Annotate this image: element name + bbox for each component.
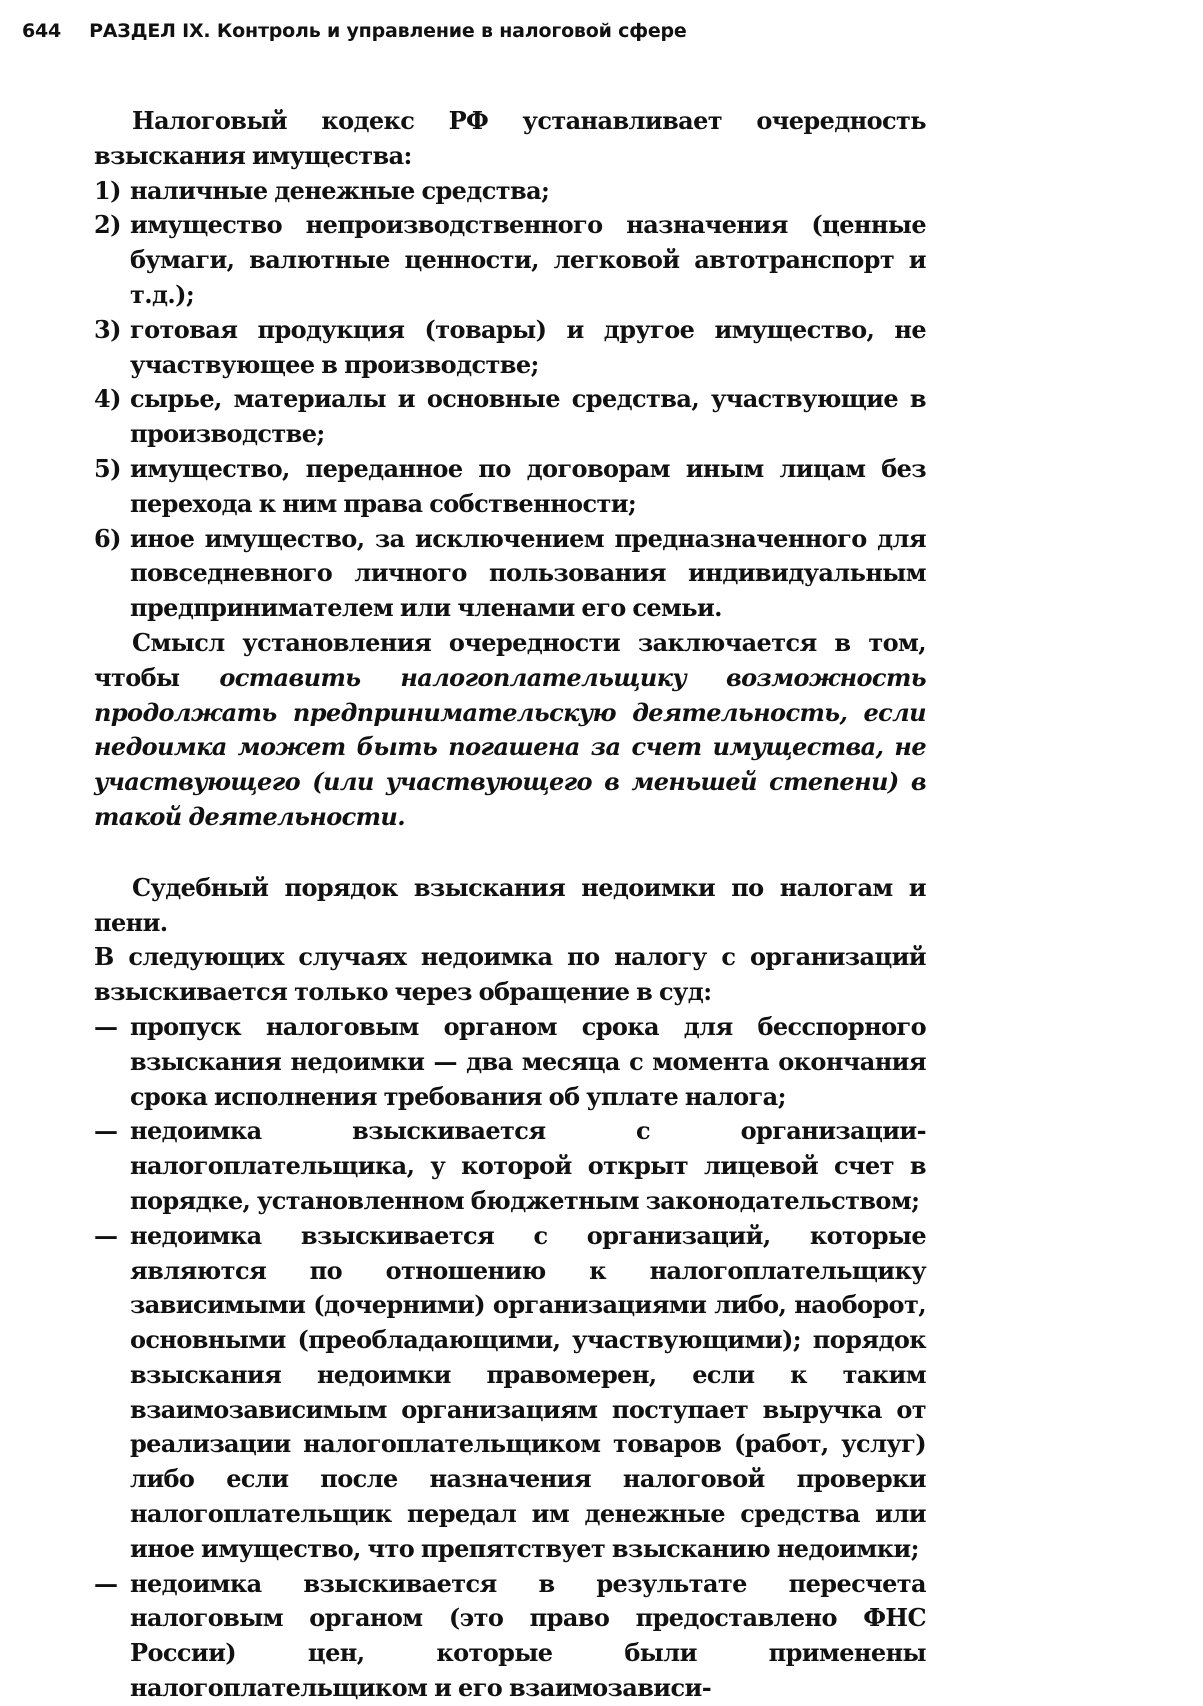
list-item [94,1219,926,1567]
purpose-emphasis: оставить налогоплательщику возможность продолжать предпринимательскую деятельность, если недоимка может быть погашена за счет имущества, не участвующего (или участвующего в меньшей степени) в такой деятельности. [94,662,926,831]
section-heading: Судебный порядок взыскания недоимки по налогам и пени. [94,872,926,937]
page-number: 644 [22,20,62,42]
list-item [94,1114,926,1218]
list-item [94,452,926,522]
list-marker: 6) [94,523,121,553]
list-marker: — [94,1220,118,1250]
list-item-text: сырье, материалы и основные средства, участвующие в производстве; [130,384,926,449]
list-item [94,1567,926,1706]
list-marker: — [94,1568,118,1598]
section-gap [94,835,926,871]
intro-paragraph: Налоговый кодекс РФ устанавливает очередность взыскания имущества: [94,106,926,170]
list-item-text: пропуск налоговым органом срока для бесспорного взыскания недоимки — два месяца с момента окончания срока исполнения требования об уплате налога; [130,1011,926,1111]
list-item-text: недоимка взыскивается с организации-налогоплательщика, у которой открыт лицевой счет в порядке, установленном бюджетным законодательством; [130,1116,926,1215]
list-item [94,174,926,209]
list-marker: 2) [94,210,121,240]
list-item [94,208,926,312]
list-item [94,1010,926,1114]
list-item-text: имущество непроизводственного назначения (ценные бумаги, валютные ценности, легковой автотранспорт и т.д.); [130,210,926,309]
list-item-text: имущество, переданное по договорам иным лицам без перехода к ним права собственности; [130,453,926,518]
list-item-text: недоимка взыскивается с организаций, которые являются по отношению к налогоплательщику зависимыми (дочерними) организациями либо, наоборот, основными (преобладающими, участвующими); порядок взыскания недоимки правомерен, если к таким взаимозависимым организациям поступает выручка от реализации налогоплательщиком товаров (работ, услуг) либо если после назначения налоговой проверки налогоплательщик передал им денежные средства или иное имущество, что препятствует взысканию недоимки; [130,1220,926,1563]
purpose-paragraph [94,626,926,835]
list-marker: — [94,1116,118,1146]
running-title: РАЗДЕЛ IX. Контроль и управление в налоговой сфере [89,20,687,42]
list-item [94,382,926,452]
collection-order-list [94,174,926,626]
list-item-text: готовая продукция (товары) и другое имущество, не участвующее в производстве; [130,314,926,379]
list-item-text: наличные денежные средства; [130,175,550,205]
list-item-text: недоимка взыскивается в результате пересчета налоговым органом (это право предоставлено ФНС России) цен, которые были применены налогоплательщиком и его взаимозависи- [130,1568,926,1703]
judicial-intro: В следующих случаях недоимка по налогу с организаций взыскивается только через обращение в суд: [94,942,926,1007]
list-item [94,522,926,626]
list-marker: 5) [94,453,121,483]
purpose-lead: Смысл установления очередности заключается в том, чтобы [94,627,926,692]
running-head [22,20,687,42]
list-marker: 3) [94,314,121,344]
list-marker: 4) [94,384,121,414]
list-marker: — [94,1011,118,1041]
page-body [94,104,926,1706]
list-item-text: иное имущество, за исключением предназначенного для повседневного личного пользования индивидуальным предпринимателем или членами его семьи. [130,523,926,623]
judicial-cases-list [94,1010,926,1706]
list-item [94,313,926,383]
list-marker: 1) [94,175,121,205]
